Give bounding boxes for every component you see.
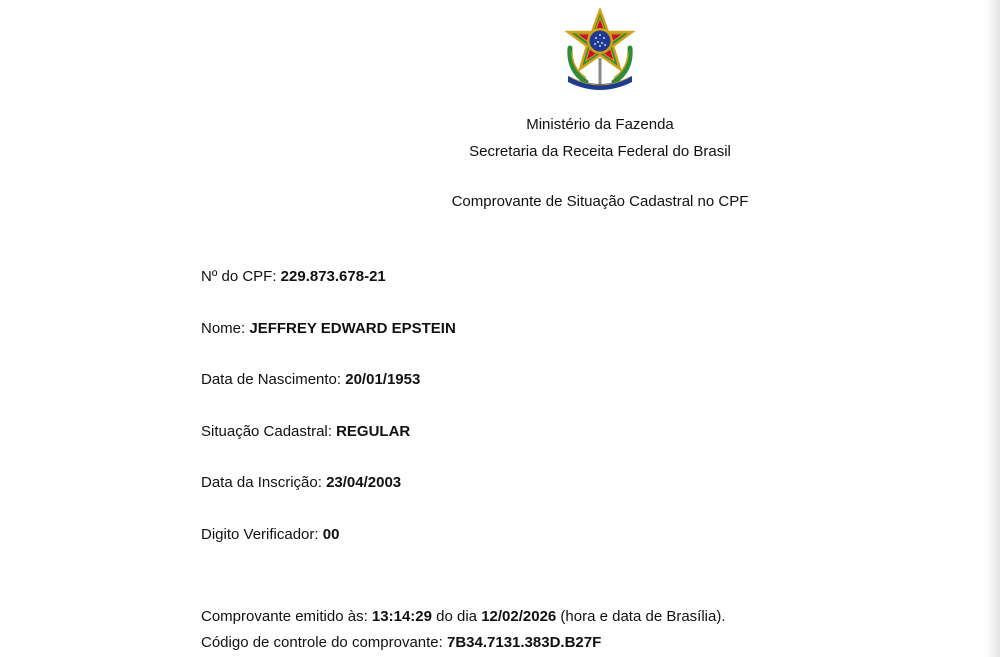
document-title: Comprovante de Situação Cadastral no CPF [451, 193, 749, 210]
situacao-value: REGULAR [336, 423, 411, 440]
page-edge-shadow [986, 0, 1000, 657]
situacao-label: Situação Cadastral: [201, 423, 337, 440]
digito-label: Digito Verificador: [201, 526, 323, 543]
digito-field [201, 526, 339, 544]
nome-field [201, 320, 456, 338]
inscricao-value: 23/04/2003 [326, 474, 402, 491]
emitido-hora: 13:14:29 [371, 608, 432, 625]
nome-value: JEFFREY EDWARD EPSTEIN [249, 320, 456, 337]
cpf-value: 229.873.678-21 [280, 268, 386, 285]
cpf-label: Nº do CPF: [201, 268, 281, 285]
codigo-controle-line [201, 634, 601, 652]
situacao-field [201, 423, 410, 441]
codigo-label: Código de controle do comprovante: [201, 634, 447, 651]
inscricao-field [201, 474, 401, 492]
nascimento-value: 20/01/1953 [345, 371, 421, 388]
emitido-label: Comprovante emitido às: [201, 608, 372, 625]
emitido-line [201, 608, 726, 626]
emitido-suffix: (hora e data de Brasília). [556, 608, 726, 625]
nascimento-label: Data de Nascimento: [201, 371, 346, 388]
cpf-field [201, 268, 386, 286]
nome-label: Nome: [201, 320, 250, 337]
emitido-data: 12/02/2026 [481, 608, 557, 625]
digito-value: 00 [322, 526, 340, 543]
codigo-value: 7B34.7131.383D.B27F [446, 634, 602, 651]
secretaria-heading: Secretaria da Receita Federal do Brasil [469, 143, 731, 160]
emitido-do-dia: do dia [431, 608, 482, 625]
ministry-heading: Ministério da Fazenda [526, 116, 674, 133]
inscricao-label: Data da Inscrição: [201, 474, 327, 491]
brazil-coat-of-arms-icon [562, 8, 638, 90]
nascimento-field [201, 371, 420, 389]
